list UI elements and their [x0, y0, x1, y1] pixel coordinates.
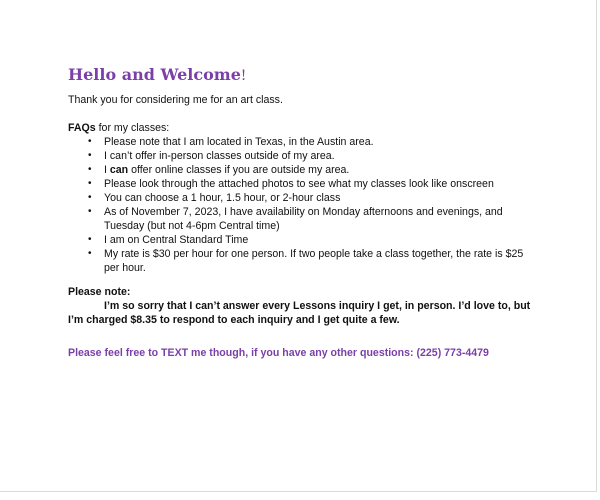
faq-item-text: You can choose a 1 hour, 1.5 hour, or 2-hour class: [104, 192, 341, 204]
faq-item-text: Please look through the attached photos to see what my classes look like onscreen: [104, 178, 494, 190]
faq-item-text: As of November 7, 2023, I have availability on Monday afternoons and evenings, and Tuesday (but not 4-6pm Central time): [104, 206, 503, 232]
page-title: [68, 64, 538, 87]
faq-item-timezone: [88, 233, 538, 247]
note-heading: Please note:: [68, 286, 131, 298]
faq-item-text: I am on Central Standard Time: [104, 234, 249, 246]
title-text: Hello and Welcome: [68, 65, 241, 84]
faq-item-online: [88, 163, 538, 177]
intro-text: Thank you for considering me for an art class.: [68, 94, 283, 106]
faq-item-in-person: [88, 149, 538, 163]
faq-item-text-bold: can: [109, 164, 129, 176]
note-body: I’m so sorry that I can’t answer every Lessons inquiry I get, in person. I’d love to, but I’m charged $8.35 to respond to each inquiry and I get quite a few.: [68, 300, 531, 326]
faq-item-rate: [88, 247, 538, 275]
document-body: [68, 64, 538, 360]
note-section: [68, 285, 538, 327]
faq-item-text-post: offer online classes if you are outside my area.: [128, 164, 350, 176]
faq-item-text-pre: I: [104, 164, 110, 176]
faq-item-photos: [88, 177, 538, 191]
faq-item-location: [88, 135, 538, 149]
title-exclamation: !: [240, 67, 247, 84]
faq-heading: [68, 121, 538, 135]
faq-item-duration: [88, 191, 538, 205]
bullet-icon: •: [88, 136, 92, 147]
faq-heading-bold: FAQs: [68, 122, 96, 134]
faq-item-text: My rate is $30 per hour for one person. If two people take a class together, the rate is $25 per hour.: [104, 248, 524, 274]
bullet-icon: •: [88, 248, 92, 259]
bullet-icon: •: [88, 178, 92, 189]
bullet-icon: •: [88, 192, 92, 203]
faq-item-availability: [88, 205, 538, 233]
faq-item-text: I can’t offer in-person classes outside of my area.: [104, 150, 335, 162]
contact-text: Please feel free to TEXT me though, if you have any other questions: (225) 773-4479: [68, 347, 489, 359]
bullet-icon: •: [88, 164, 92, 175]
faq-item-text: Please note that I am located in Texas, in the Austin area.: [104, 136, 374, 148]
bullet-icon: •: [88, 206, 92, 217]
bullet-icon: •: [88, 234, 92, 245]
faq-heading-rest: for my classes:: [95, 122, 170, 134]
bullet-icon: •: [88, 150, 92, 161]
faq-list: [68, 135, 538, 275]
